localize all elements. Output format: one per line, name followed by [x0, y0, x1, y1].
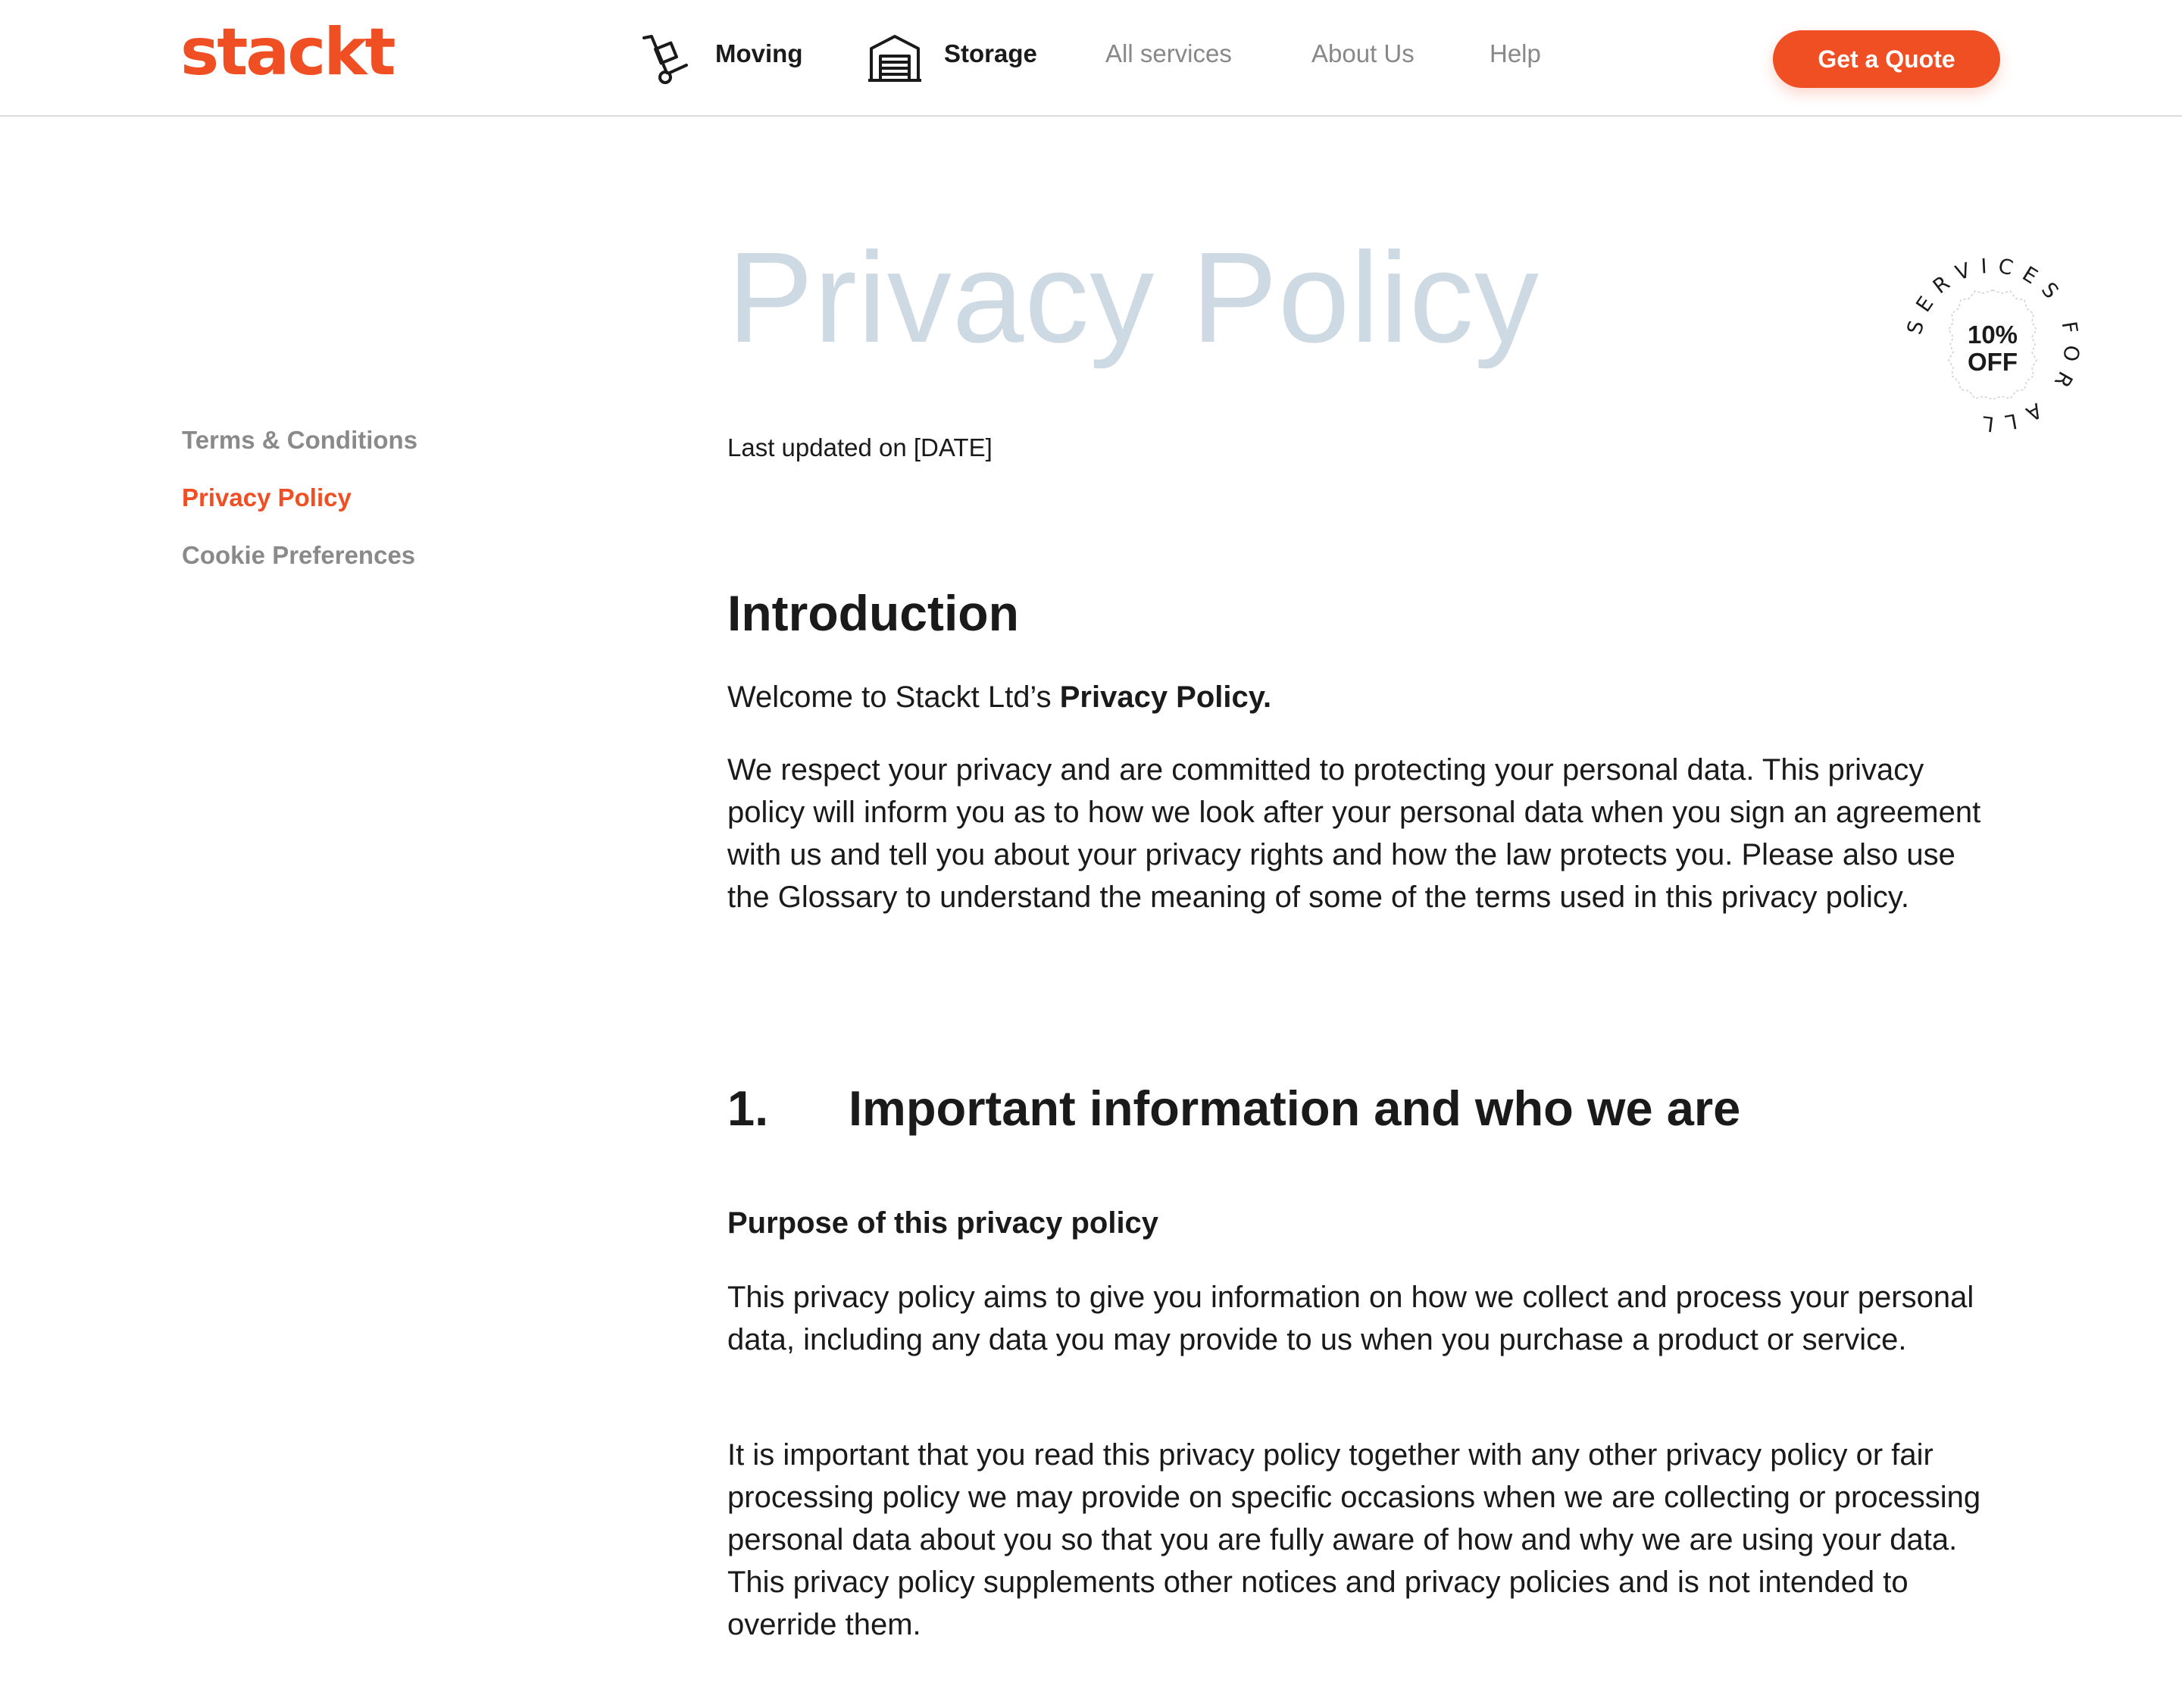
warehouse-icon[interactable]	[867, 33, 923, 83]
badge-percent: 10%	[1967, 321, 2018, 349]
section-1-number: 1.	[727, 1081, 769, 1136]
intro-paragraph: We respect your privacy and are committed to protecting your personal data. This privacy policy will inform you as to how we look after your personal data when you sign an agreement with us and tell you about your privacy rights and how the law protects you. Please also use the Glossary to understand the meaning of some of the terms used in this privacy policy.	[727, 753, 1981, 914]
section-1-heading	[727, 1079, 2000, 1138]
hand-truck-icon[interactable]	[641, 33, 691, 86]
nav-moving[interactable]: Moving	[715, 39, 803, 67]
site-header	[0, 0, 2182, 117]
purpose-paragraph-2: It is important that you read this privacy policy together with any other privacy policy or fair processing policy we may provide on specific occasions when we are collecting or processing personal data about you so that you are fully aware of how and why we are using your data. This privacy policy supplements other notices and privacy policies and is not intended to override them.	[727, 1438, 1981, 1641]
nav-storage[interactable]: Storage	[944, 39, 1037, 67]
nav-all-services[interactable]: All services	[1105, 39, 1232, 67]
last-updated: Last updated on [DATE]	[727, 433, 993, 461]
welcome-text: Welcome to Stackt Ltd’s	[727, 680, 1060, 714]
section-1-title: Important information and who we are	[849, 1081, 1741, 1136]
stackt-logo[interactable]: stackt	[180, 14, 394, 90]
nav-help[interactable]: Help	[1490, 39, 1541, 67]
welcome-bold: Privacy Policy.	[1059, 680, 1272, 714]
page-title: Privacy Policy	[727, 226, 1540, 370]
badge-off: OFF	[1968, 348, 2018, 376]
sidebar-item-cookie-preferences[interactable]: Cookie Preferences	[182, 541, 416, 569]
sidebar-item-privacy-policy[interactable]: Privacy Policy	[182, 483, 352, 511]
nav-about-us[interactable]: About Us	[1311, 39, 1415, 67]
intro-welcome	[727, 676, 2000, 718]
get-a-quote-button[interactable]: Get a Quote	[1773, 30, 2000, 88]
discount-badge	[1894, 246, 2091, 443]
purpose-subheading: Purpose of this privacy policy	[727, 1206, 1159, 1240]
sidebar-item-terms[interactable]: Terms & Conditions	[182, 426, 418, 454]
badge-ring-text: SERVICES FOR ALL	[1902, 254, 2084, 436]
intro-heading: Introduction	[727, 585, 1019, 641]
purpose-paragraph-1: This privacy policy aims to give you information on how we collect and process your personal data, including any data you may provide to us when you purchase a product or service.	[727, 1281, 1974, 1356]
